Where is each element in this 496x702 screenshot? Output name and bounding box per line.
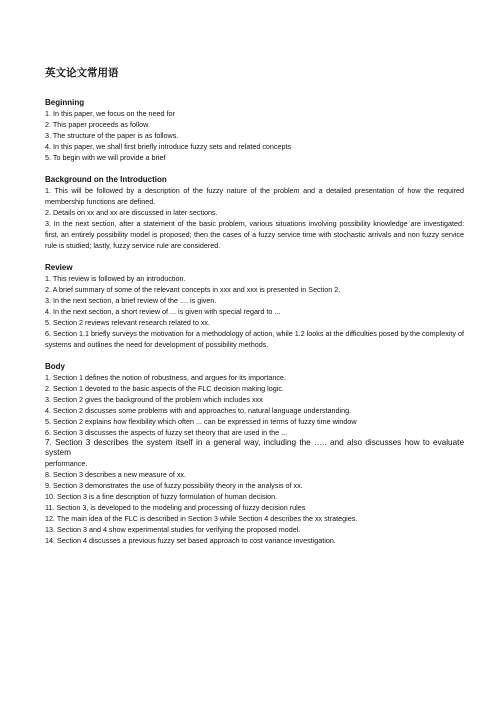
section-heading: Review (45, 263, 73, 272)
list-item: 1. Section 1 defines the notion of robustness, and argues for its importance. (45, 373, 286, 382)
list-item: 9. Section 3 demonstrates the use of fuzzy possibility theory in the analysis of xx. (45, 481, 303, 490)
section-heading: Beginning (45, 98, 85, 107)
list-item: 1. In this paper, we focus on the need for (45, 109, 175, 118)
list-item: 5. To begin with we will provide a brief (45, 153, 166, 162)
list-item: 2. Details on xx and xx are discussed in later sections. (45, 208, 218, 217)
section-body (45, 361, 464, 546)
list-item: 3. The structure of the paper is as follows. (45, 131, 179, 140)
list-item: 1. This review is followed by an introduction. (45, 274, 186, 283)
list-item: 12. The main idea of the FLC is described in Section 3 while Section 4 describes the xx strategies. (45, 514, 358, 523)
list-item: 8. Section 3 describes a new measure of xx. (45, 470, 187, 479)
list-item: 2. This paper proceeds as follow. (45, 120, 150, 129)
phrase-list (45, 185, 464, 251)
list-item: 10. Section 3 is a fine description of fuzzy formulation of human decision. (45, 492, 278, 501)
phrase-list (45, 372, 464, 546)
list-item: 4. Section 2 discusses some problems with and approaches to, natural language understanding. (45, 406, 352, 415)
list-item: 11. Section 3, is developed to the modeling and processing of fuzzy decision rules (45, 503, 306, 512)
list-item: 4. In this paper, we shall first briefly introduce fuzzy sets and related concepts (45, 142, 292, 151)
list-item: 4. In the next section, a short review of ... is given with special regard to ... (45, 307, 281, 316)
list-item: 3. Section 2 gives the background of the problem which includes xxx (45, 395, 263, 404)
list-item: 7. Section 3 describes the system itself in a general way, including the ….. and also discusses how to evaluate system (45, 438, 464, 457)
section-background (45, 174, 464, 251)
section-review (45, 262, 464, 350)
list-item: 6. Section 3 discusses the aspects of fuzzy set theory that are used in the ... (45, 428, 288, 437)
list-item: 1. This will be followed by a description of the fuzzy nature of the problem and a detailed presentation of how the required membership functions are defined. (45, 186, 464, 206)
section-heading: Background on the Introduction (45, 175, 167, 184)
list-item: 5. Section 2 reviews relevant research related to xx. (45, 318, 210, 327)
list-item: performance. (45, 459, 88, 468)
section-heading: Body (45, 362, 65, 371)
phrase-list (45, 273, 464, 350)
section-beginning (45, 97, 464, 163)
list-item: 6. Section 1.1 briefly surveys the motivation for a methodology of action, while 1.2 looks at the difficulties posed by the complexity of systems and outlines the need for development of possibility methods. (45, 329, 464, 349)
list-item: 2. A brief summary of some of the relevant concepts in xxx and xxx is presented in Section 2. (45, 285, 341, 294)
document-title: 英文论文常用语 (45, 67, 119, 79)
phrase-list (45, 108, 464, 163)
list-item: 2. Section 1 devoted to the basic aspects of the FLC decision making logic. (45, 384, 284, 393)
list-item: 14. Section 4 discusses a previous fuzzy set based approach to cost variance investigation. (45, 536, 336, 545)
list-item: 3. In the next section, a brief review of the .... is given. (45, 296, 217, 305)
list-item: 5. Section 2 explains how flexibility which often ... can be expressed in terms of fuzzy time window (45, 417, 357, 426)
list-item: 13. Section 3 and 4 show experimental studies for verifying the proposed model. (45, 525, 301, 534)
list-item: 3. In the next section, after a statement of the basic problem, various situations involving possibility knowledge are investigated: first, an entirely possibility model is proposed; then the cases of a fuzzy service time with stochastic arrivals and non fuzzy service rule is studied; lastly, fuzzy service rule are considered. (45, 219, 464, 250)
document-page (45, 66, 464, 557)
